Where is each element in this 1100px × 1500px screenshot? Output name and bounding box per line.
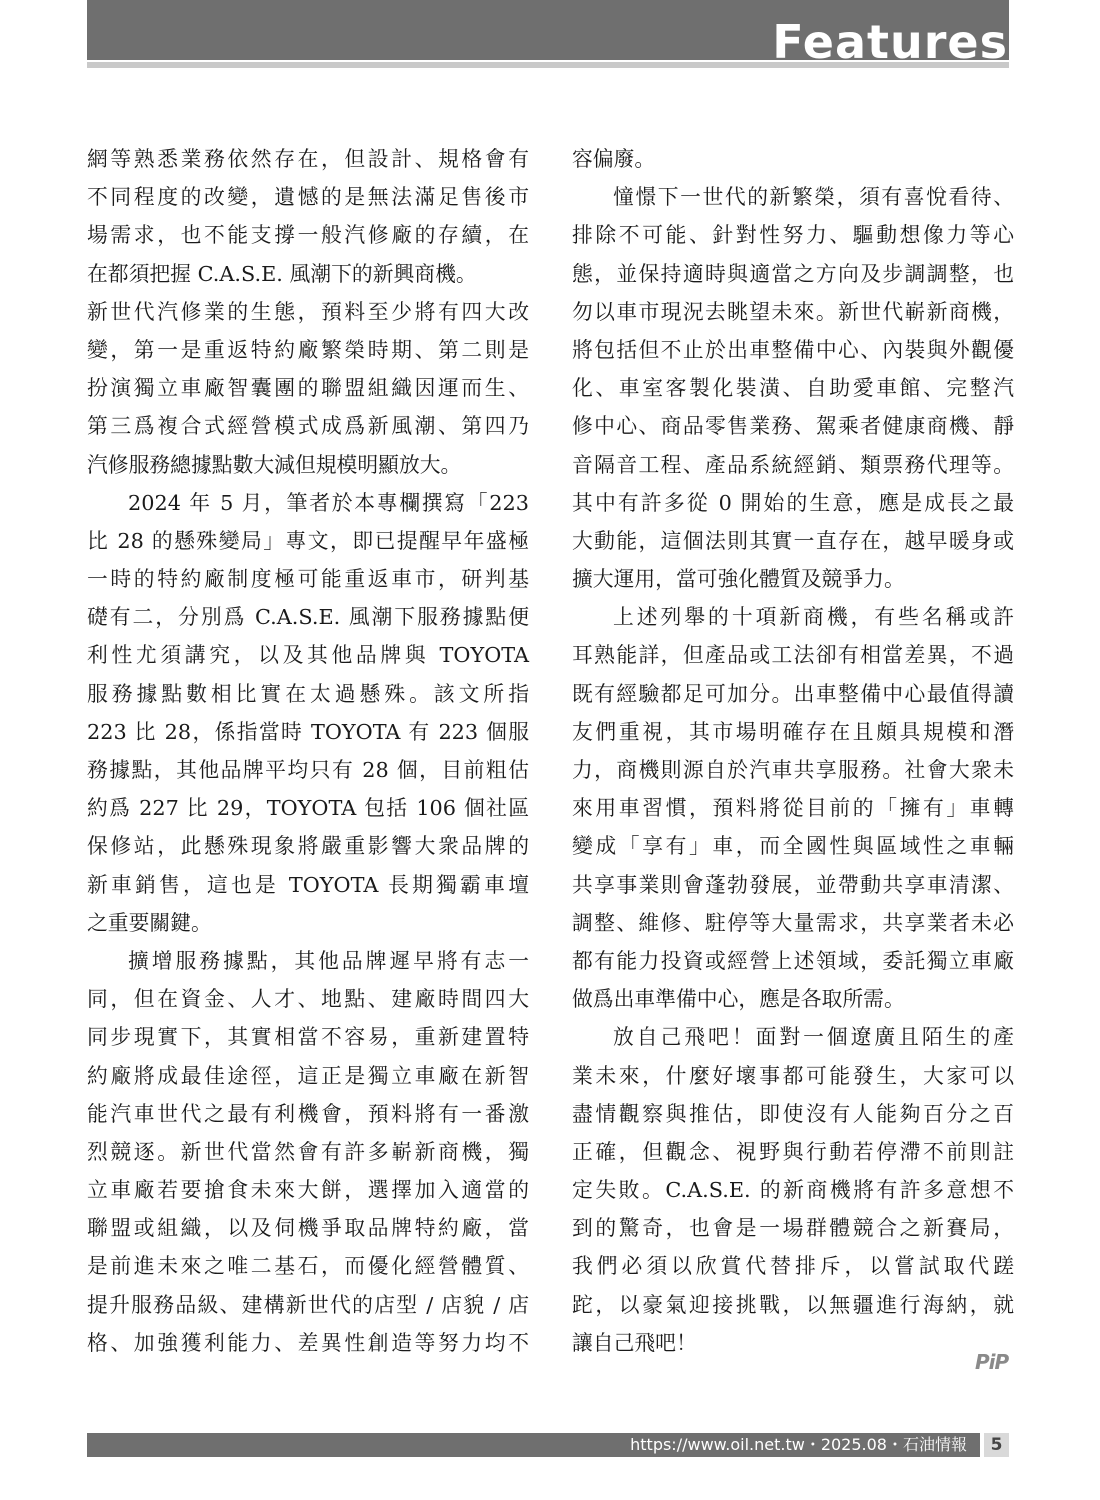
- text-line: 能汽車世代之最有利機會，預料將有一番激: [87, 1101, 529, 1126]
- text-line: 定失敗。C.A.S.E. 的新商機將有許多意想不: [572, 1178, 1014, 1203]
- article-column-left: [87, 140, 529, 1362]
- text-line: 同步現實下，其實相當不容易，重新建置特: [87, 1025, 529, 1050]
- text-line: 修中心、商品零售業務、駕乘者健康商機、靜: [572, 414, 1014, 439]
- text-line: 都有能力投資或經營上述領域，委託獨立車廠: [572, 948, 1014, 973]
- text-line: 汽修服務總據點數大減但規模明顯放大。: [87, 452, 462, 477]
- text-line: 比 28 的懸殊變局」專文，即已提醒早年盛極: [87, 528, 529, 553]
- text-line: 業未來，什麼好壞事都可能發生，大家可以: [572, 1063, 1014, 1088]
- text-line: 務據點，其他品牌平均只有 28 個，目前粗估: [87, 758, 529, 782]
- text-line: 在都須把握 C.A.S.E. 風潮下的新興商機。: [87, 261, 477, 286]
- text-line: 做爲出車準備中心，應是各取所需。: [572, 987, 905, 1012]
- text-line: 力，商機則源自於汽車共享服務。社會大衆未: [572, 758, 1014, 782]
- text-line: 讓自己飛吧！: [572, 1330, 697, 1355]
- text-line: 聯盟或組織，以及伺機爭取品牌特約廠，當: [87, 1216, 529, 1241]
- text-line: 新車銷售，這也是 TOYOTA 長期獨霸車壇: [87, 872, 529, 897]
- text-line: 態，並保持適時與適當之方向及步調調整，也: [572, 261, 1014, 286]
- text-line: 立車廠若要搶食未來大餅，選擇加入適當的: [87, 1178, 529, 1203]
- text-line: 其中有許多從 0 開始的生意，應是成長之最: [572, 490, 1014, 515]
- text-line: 同，但在資金、人才、地點、建廠時間四大: [87, 987, 529, 1012]
- text-line: 耳熟能詳，但產品或工法卻有相當差異，不過: [572, 643, 1014, 668]
- text-line: 調整、維修、駐停等大量需求，共享業者未必: [572, 910, 1014, 935]
- text-line: 擴增服務據點，其他品牌遲早將有志一: [128, 948, 529, 973]
- text-line: 大動能，這個法則其實一直存在，越早暖身或: [572, 528, 1014, 553]
- text-line: 網等熟悉業務依然存在，但設計、規格會有: [87, 147, 529, 171]
- text-line: 盡情觀察與推估，即使沒有人能夠百分之百: [572, 1101, 1014, 1126]
- text-line: 化、車室客製化裝潢、自助愛車館、完整汽: [572, 376, 1014, 401]
- text-line: 來用車習慣，預料將從目前的「擁有」車轉: [572, 796, 1014, 821]
- text-line: 正確，但觀念、視野與行動若停滯不前則註: [572, 1139, 1014, 1164]
- text-line: 將包括但不止於出車整備中心、內裝與外觀優: [572, 337, 1014, 362]
- text-line: 友們重視，其市場明確存在且頗具規模和潛: [572, 719, 1014, 744]
- text-line: 不同程度的改變，遺憾的是無法滿足售後市: [87, 185, 529, 210]
- text-line: 場需求，也不能支撐一般汽修廠的存續，在: [87, 223, 529, 248]
- text-line: 之重要關鍵。: [87, 910, 212, 935]
- text-line: 跎，以豪氣迎接挑戰，以無疆進行海納，就: [572, 1292, 1014, 1317]
- article-column-right: [572, 140, 1014, 1362]
- text-line: 音隔音工程、產品系統經銷、類票務代理等。: [572, 452, 1014, 477]
- text-line: 排除不可能、針對性努力、驅動想像力等心: [572, 223, 1014, 248]
- text-line: 變成「享有」車，而全國性與區域性之車輛: [572, 834, 1014, 859]
- text-line: 223 比 28，係指當時 TOYOTA 有 223 個服: [87, 719, 529, 744]
- text-line: 放自己飛吧！面對一個遼廣且陌生的產: [613, 1025, 1014, 1050]
- pip-logo: PiP: [975, 1350, 1009, 1374]
- text-line: 2024 年 5 月，筆者於本專欄撰寫「223: [128, 490, 529, 515]
- text-line: 新世代汽修業的生態，預料至少將有四大改: [87, 299, 529, 324]
- text-line: 一時的特約廠制度極可能重返車市，研判基: [87, 567, 529, 592]
- text-line: 提升服務品級、建構新世代的店型 / 店貌 / 店: [87, 1292, 529, 1317]
- text-line: 既有經驗都足可加分。出車整備中心最值得讀: [572, 681, 1014, 706]
- text-line: 烈競逐。新世代當然會有許多嶄新商機，獨: [87, 1139, 529, 1164]
- text-line: 第三爲複合式經營模式成爲新風潮、第四乃: [87, 414, 529, 439]
- section-title: Features: [772, 15, 1008, 69]
- text-line: 容偏廢。: [572, 147, 656, 171]
- text-line: 約廠將成最佳途徑，這正是獨立車廠在新智: [87, 1063, 529, 1088]
- text-line: 擴大運用，當可強化體質及競爭力。: [572, 567, 905, 592]
- text-line: 是前進未來之唯二基石，而優化經營體質、: [87, 1254, 529, 1279]
- text-line: 利性尤須講究，以及其他品牌與 TOYOTA: [87, 643, 529, 668]
- text-line: 礎有二，分別爲 C.A.S.E. 風潮下服務據點便: [87, 605, 529, 630]
- text-line: 格、加強獲利能力、差異性創造等努力均不: [87, 1330, 529, 1355]
- text-line: 上述列舉的十項新商機，有些名稱或許: [613, 605, 1014, 630]
- footer-text: https://www.oil.net.tw・2025.08・石油情報: [630, 1435, 967, 1454]
- text-line: 服務據點數相比實在太過懸殊。該文所指: [87, 681, 529, 706]
- text-line: 約爲 227 比 29，TOYOTA 包括 106 個社區: [87, 796, 529, 821]
- text-line: 憧憬下一世代的新繁榮，須有喜悅看待、: [613, 185, 1014, 210]
- page-number: 5: [984, 1433, 1009, 1457]
- text-line: 我們必須以欣賞代替排斥，以嘗試取代蹉: [572, 1254, 1014, 1279]
- text-line: 扮演獨立車廠智囊團的聯盟組織因運而生、: [87, 376, 529, 401]
- text-line: 共享事業則會蓬勃發展，並帶動共享車清潔、: [572, 872, 1014, 897]
- text-line: 到的驚奇，也會是一場群體競合之新賽局，: [572, 1216, 1014, 1241]
- text-line: 保修站，此懸殊現象將嚴重影響大衆品牌的: [87, 834, 529, 859]
- text-line: 變，第一是重返特約廠繁榮時期、第二則是: [87, 337, 529, 362]
- text-line: 勿以車市現況去眺望未來。新世代嶄新商機，: [572, 299, 1014, 324]
